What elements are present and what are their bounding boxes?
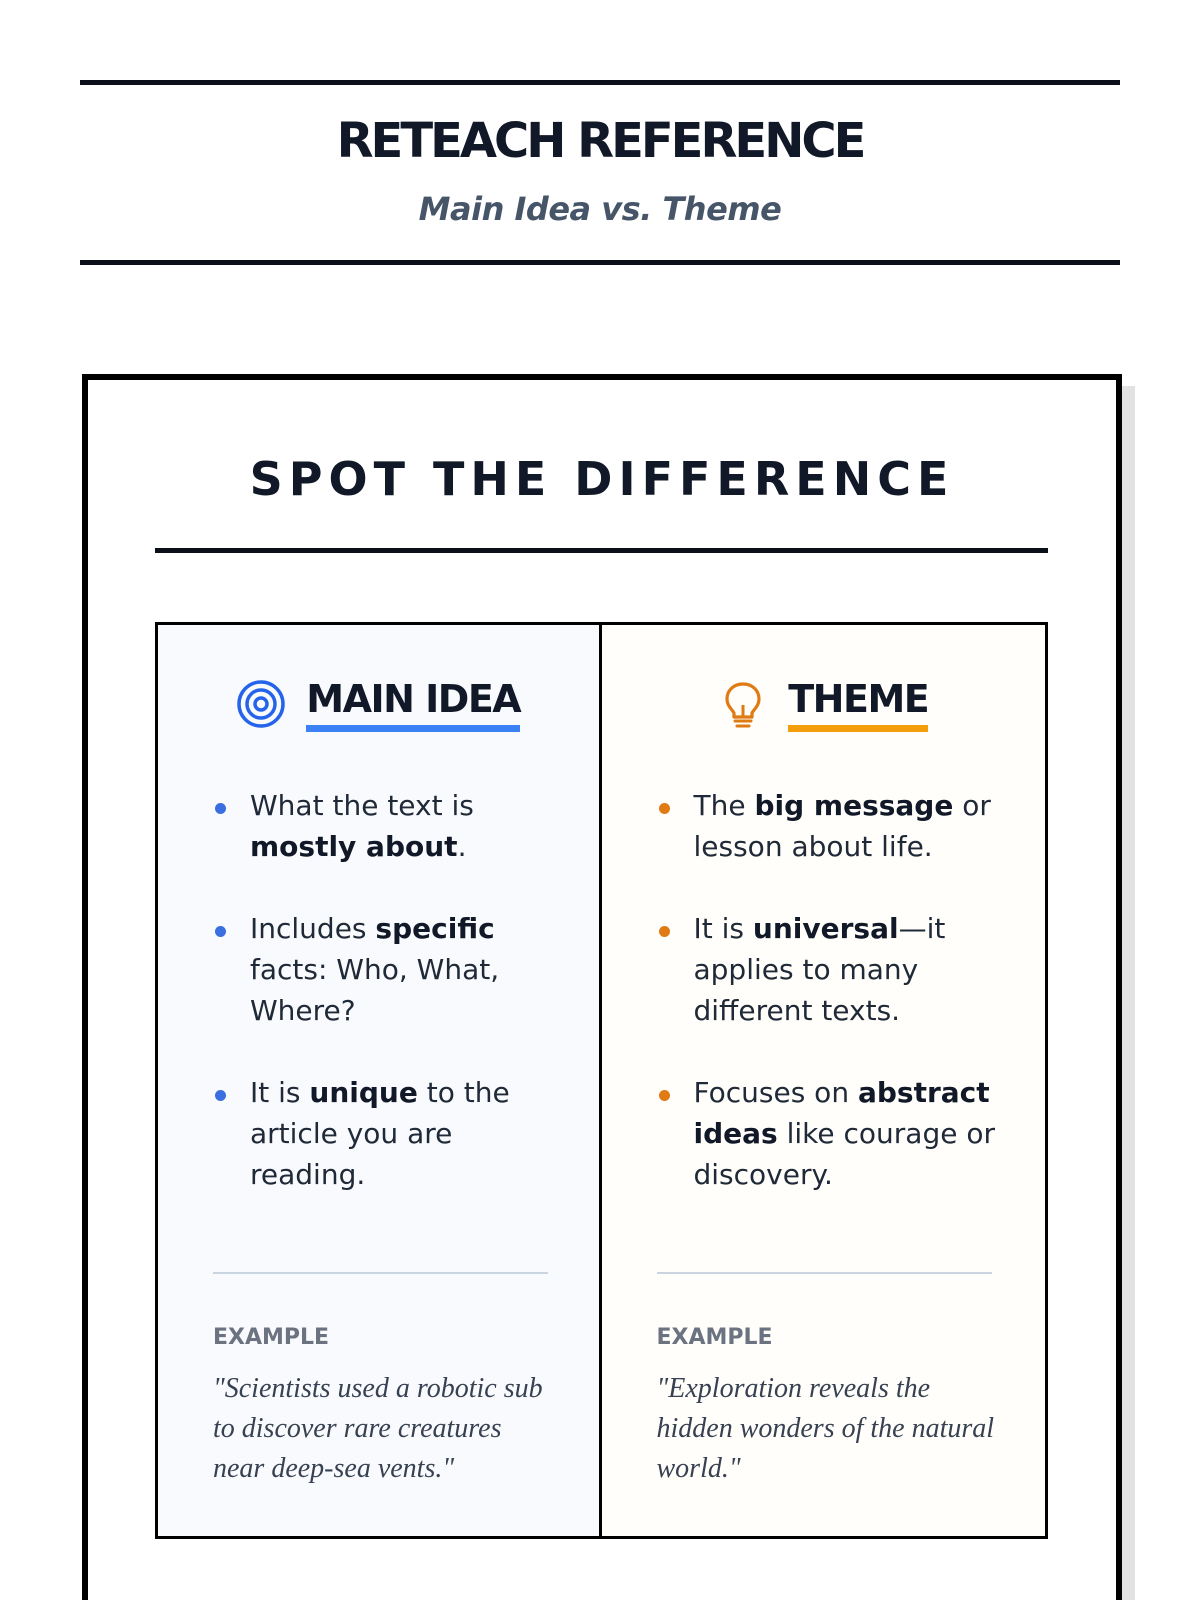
page-title: RETEACH REFERENCE: [336, 113, 864, 169]
main-idea-column: [158, 625, 602, 1536]
list-item: The big message or lesson about life.: [657, 785, 997, 867]
theme-heading: THEME: [788, 677, 928, 732]
main-idea-bullets: [213, 785, 553, 1236]
comparison-columns: [155, 622, 1048, 1539]
bullet-dot: [659, 926, 670, 937]
bullet-dot: [215, 926, 226, 937]
list-item: It is universal—it applies to many different texts.: [657, 908, 997, 1031]
list-item: It is unique to the article you are reading.: [213, 1072, 553, 1195]
bullet-dot: [659, 803, 670, 814]
main-idea-header: [158, 677, 599, 732]
main-idea-heading: MAIN IDEA: [306, 677, 520, 732]
card-title-rule: [155, 548, 1048, 553]
card-title: SPOT THE DIFFERENCE: [249, 452, 955, 506]
list-item: What the text is mostly about.: [213, 785, 553, 867]
header-top-rule: [80, 80, 1120, 85]
example-divider: [213, 1272, 548, 1274]
example-divider: [657, 1272, 992, 1274]
theme-bullets: [657, 785, 997, 1236]
target-icon: [236, 679, 286, 729]
theme-column: [602, 625, 1046, 1536]
list-item: Includes specific facts: Who, What, Where?: [213, 908, 553, 1031]
bullet-dot: [215, 1090, 226, 1101]
bullet-dot: [659, 1090, 670, 1101]
lightbulb-icon: [718, 679, 768, 729]
bullet-dot: [215, 803, 226, 814]
example-quote: "Exploration reveals the hidden wonders of the natural world.": [656, 1373, 995, 1484]
header-bottom-rule: [80, 260, 1120, 265]
theme-header: [602, 677, 1046, 732]
example-label: EXAMPLE: [656, 1325, 773, 1350]
list-item: Focuses on abstract ideas like courage or discovery.: [657, 1072, 997, 1195]
page-subtitle: Main Idea vs. Theme: [418, 190, 782, 228]
example-quote: "Scientists used a robotic sub to discover rare creatures near deep-sea vents.": [213, 1373, 543, 1484]
example-label: EXAMPLE: [213, 1325, 330, 1350]
